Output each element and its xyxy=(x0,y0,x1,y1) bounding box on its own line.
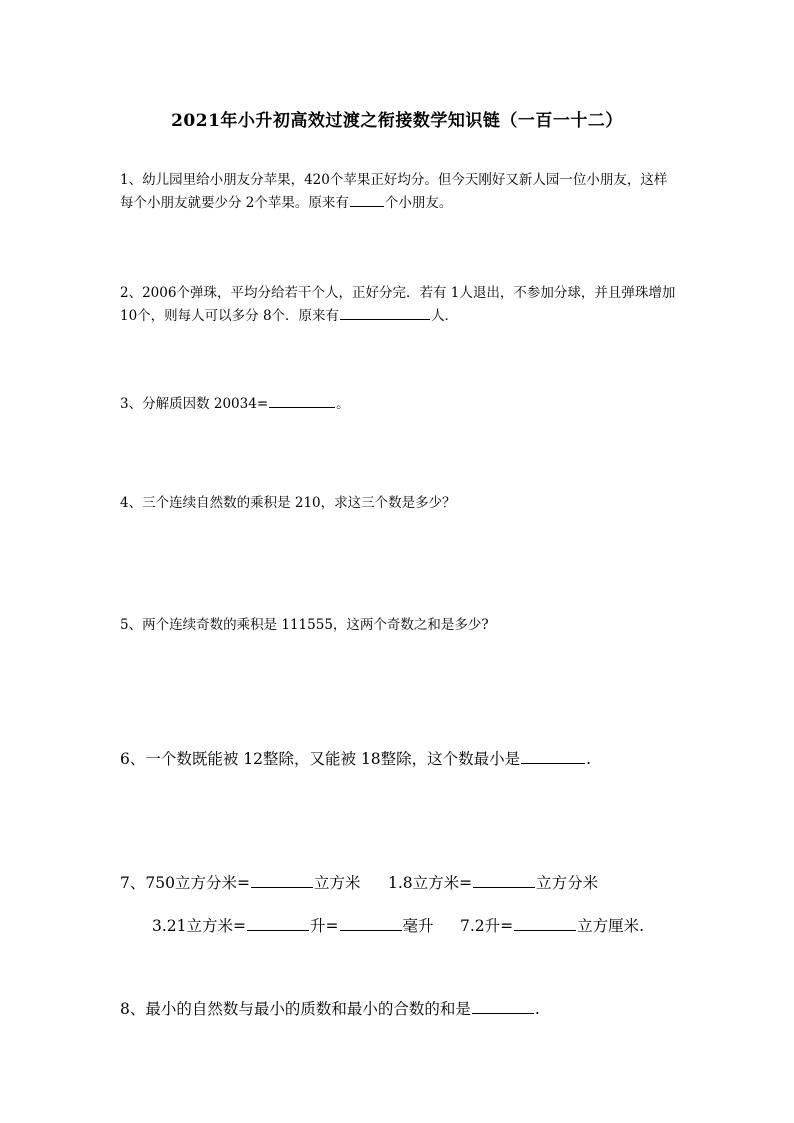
question-5-text: 5、两个连续奇数的乘积是 111555，这两个奇数之和是多少? xyxy=(120,617,489,633)
question-1 xyxy=(120,169,680,215)
unit-label: 毫升 xyxy=(402,917,434,935)
answer-blank[interactable] xyxy=(521,747,585,764)
question-1-text: 1、幼儿园里给小朋友分苹果，420个苹果正好均分。但今天刚好又新人园一位小朋友，这样每个小朋友就要少分 2个苹果。原来有 xyxy=(120,172,668,212)
question-7-text: 7.2升= xyxy=(460,917,514,935)
question-4-text: 4、三个连续自然数的乘积是 210，求这三个数是多少？ xyxy=(120,495,456,511)
question-8-text-end: . xyxy=(534,1000,540,1018)
answer-blank[interactable] xyxy=(340,305,430,320)
question-4 xyxy=(120,492,680,515)
page-title: 2021年小升初高效过渡之衔接数学知识链（一百一十二） xyxy=(171,111,623,131)
question-3-text-end: 。 xyxy=(336,396,350,413)
answer-blank[interactable] xyxy=(340,914,402,931)
question-6-text-end: . xyxy=(586,750,592,768)
unit-label: 立方厘米. xyxy=(577,917,645,935)
question-7-line-2 xyxy=(152,913,434,939)
question-2 xyxy=(120,282,680,328)
question-7-text: 3.21立方米= xyxy=(152,917,246,935)
unit-label: 升= xyxy=(310,917,339,935)
answer-blank[interactable] xyxy=(251,871,313,888)
question-7-line-1 xyxy=(120,870,360,896)
question-7-line-2-part-2 xyxy=(460,913,644,939)
question-6 xyxy=(120,746,680,772)
question-2-text: 2、2006个弹珠，平均分给若干个人，正好分完．若有 1人退出，不参加分球，并且弹珠增加 10个，则每人可以多分 8个．原来有 xyxy=(120,285,676,325)
question-1-text-end: 个小朋友。 xyxy=(384,195,453,212)
question-7-line-1-part-2 xyxy=(388,870,598,896)
question-5 xyxy=(120,614,680,637)
answer-blank[interactable] xyxy=(473,871,535,888)
question-3-text: 3、分解质因数 20034= xyxy=(120,396,269,413)
answer-blank[interactable] xyxy=(472,997,534,1014)
answer-blank[interactable] xyxy=(514,914,576,931)
answer-blank[interactable] xyxy=(247,914,309,931)
question-8-text: 8、最小的自然数与最小的质数和最小的合数的和是 xyxy=(120,1000,471,1018)
unit-label: 立方分米 xyxy=(536,874,599,892)
answer-blank[interactable] xyxy=(350,192,384,207)
answer-blank[interactable] xyxy=(269,393,335,408)
question-6-text: 6、一个数既能被 12整除，又能被 18整除，这个数最小是 xyxy=(120,750,521,768)
question-7-text: 1.8立方米= xyxy=(388,874,473,892)
unit-label: 立方米 xyxy=(313,874,361,892)
question-7-text: 7、750立方分米= xyxy=(120,874,250,892)
question-2-text-end: 人． xyxy=(431,308,459,325)
question-8 xyxy=(120,996,680,1022)
question-3 xyxy=(120,393,680,416)
